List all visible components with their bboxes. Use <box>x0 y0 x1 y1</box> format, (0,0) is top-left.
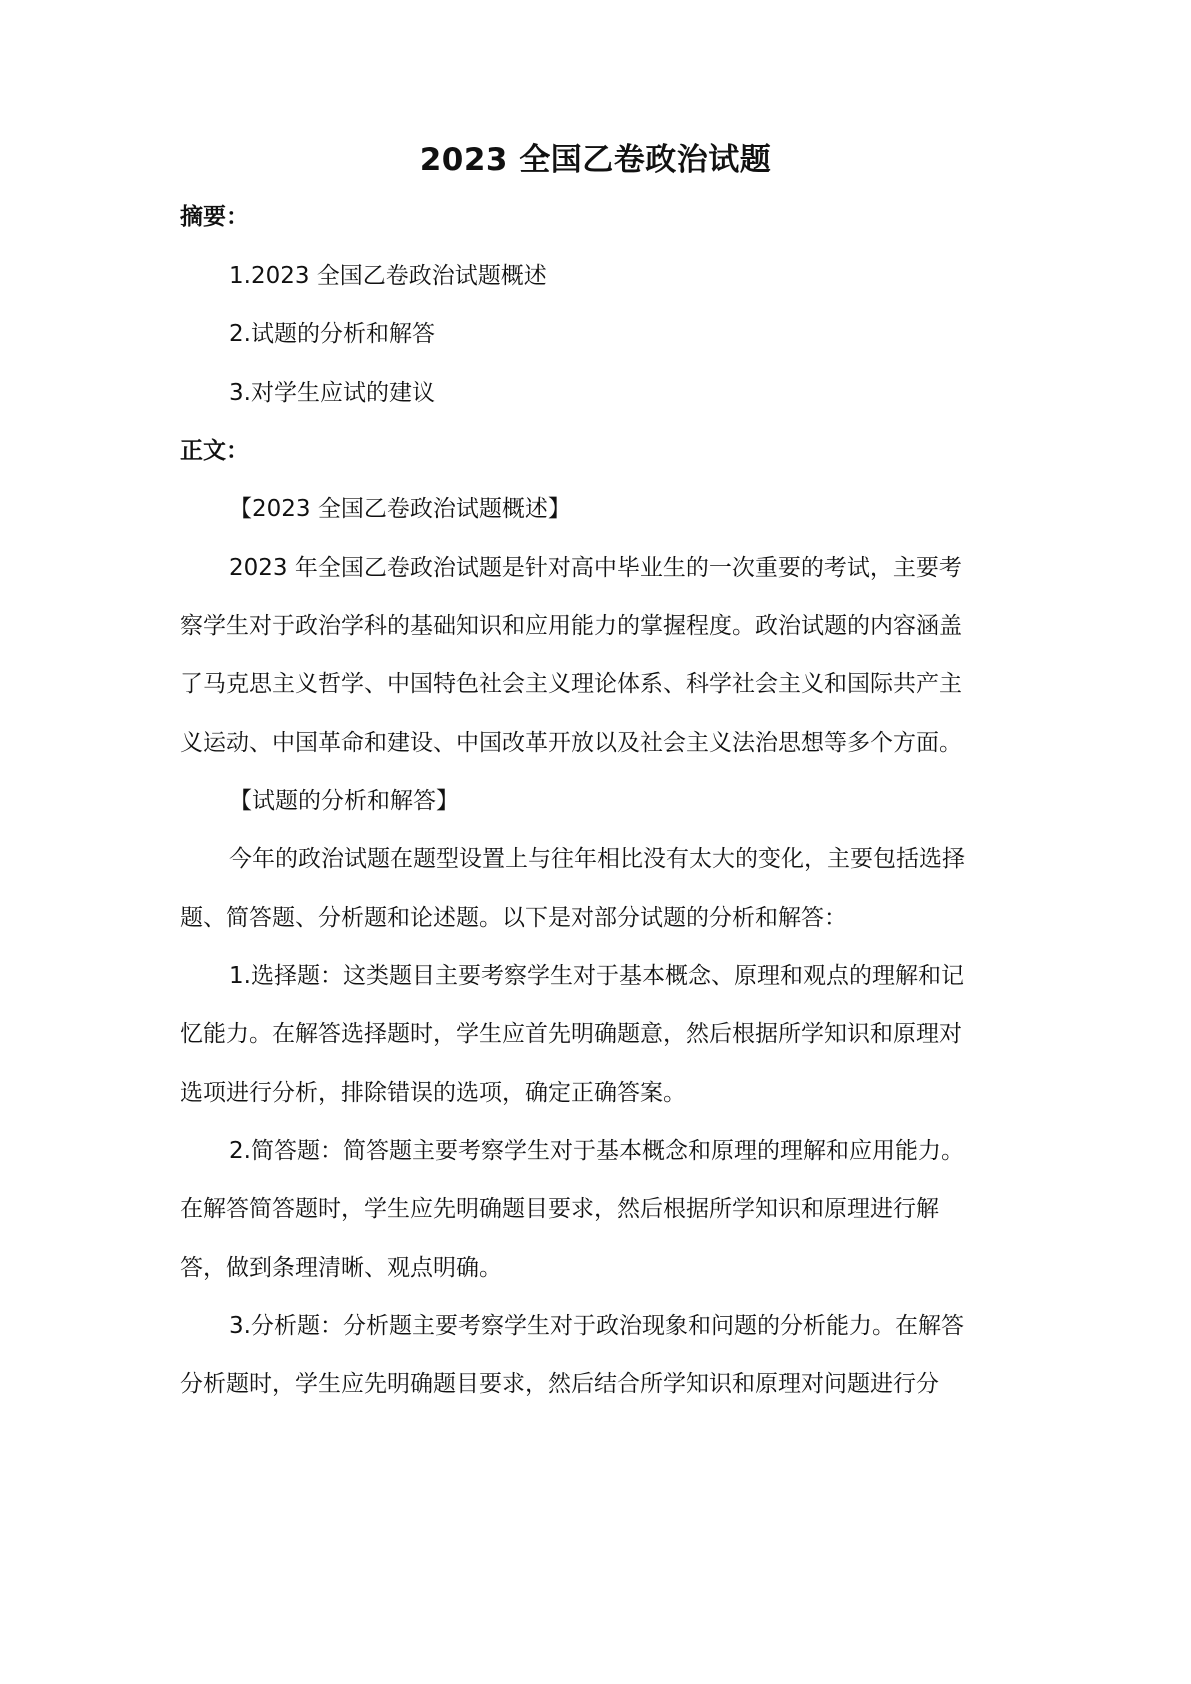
paragraph-line: 3.分析题：分析题主要考察学生对于政治现象和问题的分析能力。在解答 <box>229 1313 964 1339</box>
paragraph-line: 分析题时，学生应先明确题目要求，然后结合所学知识和原理对问题进行分 <box>180 1371 939 1397</box>
paragraph-line: 答，做到条理清晰、观点明确。 <box>180 1255 502 1281</box>
paragraph-line: 2.简答题：简答题主要考察学生对于基本概念和原理的理解和应用能力。 <box>229 1138 964 1164</box>
paragraph-line: 今年的政治试题在题型设置上与往年相比没有太大的变化，主要包括选择 <box>229 846 965 872</box>
paragraph-line: 义运动、中国革命和建设、中国改革开放以及社会主义法治思想等多个方面。 <box>180 730 962 756</box>
body-heading: 正文： <box>180 438 249 464</box>
abstract-item: 1.2023 全国乙卷政治试题概述 <box>229 263 547 289</box>
abstract-item: 2.试题的分析和解答 <box>229 321 435 347</box>
section-title: 【2023 全国乙卷政治试题概述】 <box>229 496 571 522</box>
abstract-item: 3.对学生应试的建议 <box>229 380 435 406</box>
section-title: 【试题的分析和解答】 <box>229 788 459 814</box>
document-title: 2023 全国乙卷政治试题 <box>419 142 772 178</box>
paragraph-line: 忆能力。在解答选择题时，学生应首先明确题意，然后根据所学知识和原理对 <box>180 1021 962 1047</box>
abstract-heading: 摘要： <box>180 204 249 230</box>
paragraph-line: 选项进行分析，排除错误的选项，确定正确答案。 <box>180 1080 686 1106</box>
paragraph-line: 1.选择题：这类题目主要考察学生对于基本概念、原理和观点的理解和记 <box>229 963 964 989</box>
paragraph-line: 察学生对于政治学科的基础知识和应用能力的掌握程度。政治试题的内容涵盖 <box>180 613 962 639</box>
paragraph-line: 了马克思主义哲学、中国特色社会主义理论体系、科学社会主义和国际共产主 <box>180 671 962 697</box>
paragraph-line: 在解答简答题时，学生应先明确题目要求，然后根据所学知识和原理进行解 <box>180 1196 939 1222</box>
paragraph-line: 2023 年全国乙卷政治试题是针对高中毕业生的一次重要的考试，主要考 <box>229 555 962 581</box>
paragraph-line: 题、简答题、分析题和论述题。以下是对部分试题的分析和解答： <box>180 905 847 931</box>
